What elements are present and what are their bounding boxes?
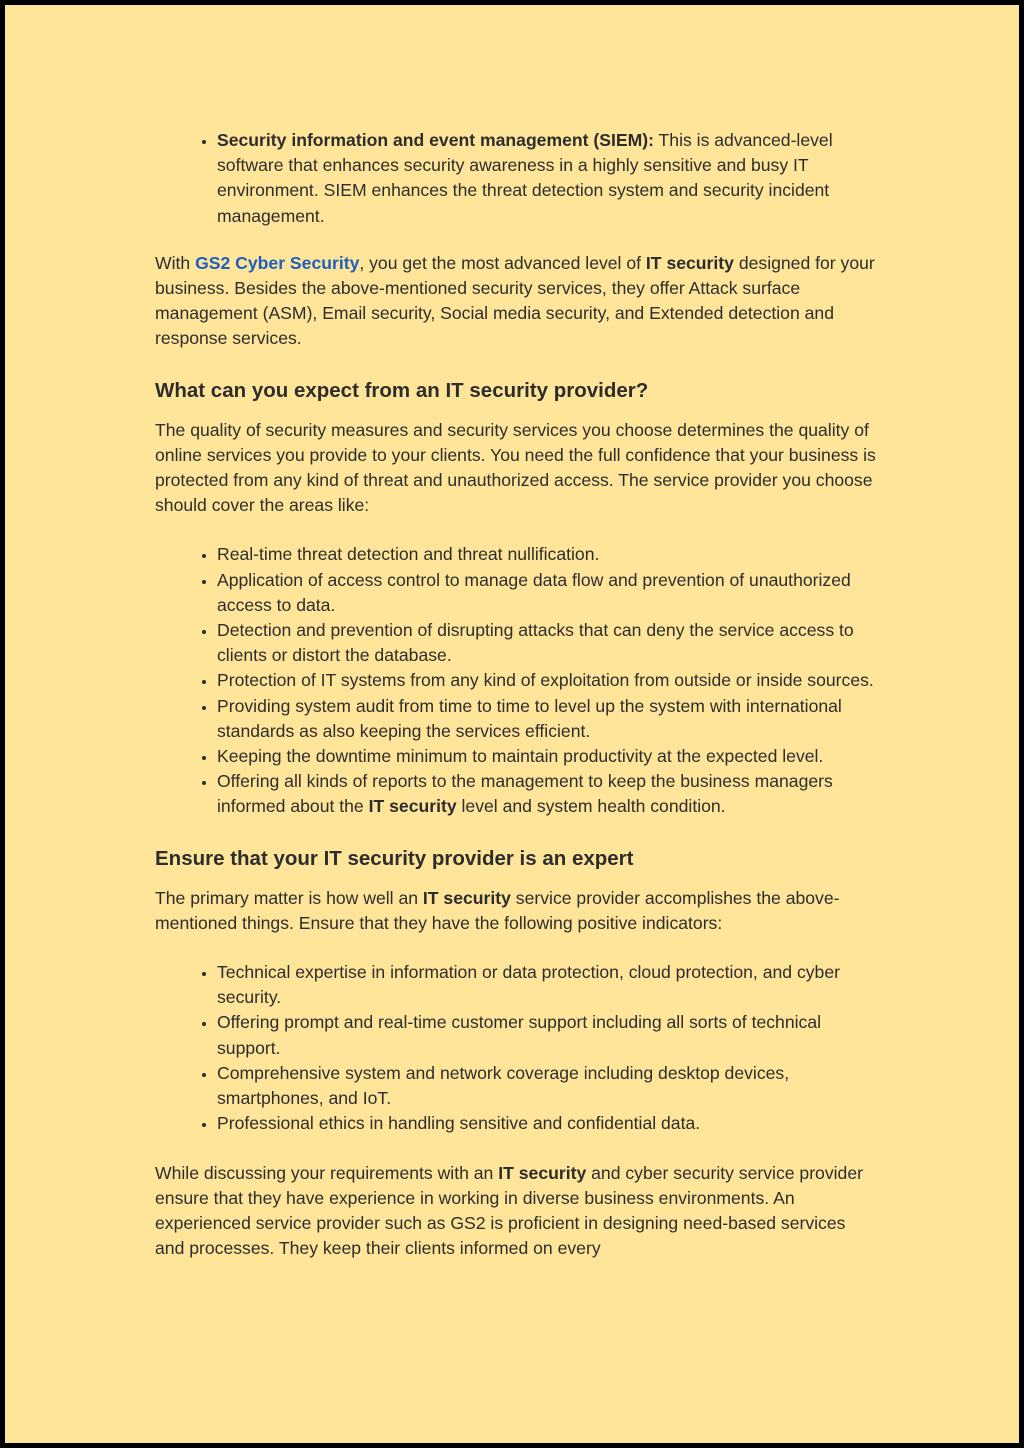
intro-text-3: designed for your business. Besides the above-mentioned security services, they offer Attack surface management (ASM), Email security, Social media security, and Extended detection and response services. (155, 252, 875, 349)
list-item: • Offering prompt and real-time customer support including all sorts of technical support. (217, 1010, 877, 1060)
list-item: • Protection of IT systems from any kind of exploitation from outside or inside sources. (217, 668, 877, 693)
expert-text-2: service provider accomplishes the above-mentioned things. Ensure that they have the following positive indicators: (155, 887, 840, 933)
list-item: • Comprehensive system and network coverage including desktop devices, smartphones, and IoT. (217, 1061, 877, 1111)
list-item (217, 128, 877, 229)
last-item-text-1: Offering all kinds of reports to the management to keep the business managers informed about the (217, 771, 833, 817)
list-item (217, 769, 877, 819)
last-item-bold: IT security (368, 796, 457, 817)
intro-text-1: With (155, 252, 196, 273)
expert-list (155, 960, 877, 1136)
intro-text-2: , you get the most advanced level of (359, 252, 646, 273)
closing-text-1: While discussing your requirements with an (155, 1162, 499, 1183)
expect-paragraph: The quality of security measures and security services you choose determines the quality of online services you provide to your clients. You need the full confidence that your business is protected from any kind of threat and unauthorized access. The service provider you choose should cover the areas like: (155, 419, 876, 516)
list-item: • Detection and prevention of disrupting attacks that can deny the service access to clients or distort the database. (217, 618, 877, 668)
list-item: • Technical expertise in information or data protection, cloud protection, and cyber security. (217, 960, 877, 1010)
heading-expert: Ensure that your IT security provider is an expert (155, 846, 634, 870)
siem-text: This is advanced-level software that enhances security awareness in a highly sensitive and busy IT environment. SIEM enhances the threat detection system and security incident management. (217, 130, 833, 226)
list-item: • Real-time threat detection and threat nullification. (217, 542, 877, 567)
closing-text-2: and cyber security service provider ensure that they have experience in working in diverse business environments. An experienced service provider such as GS2 is proficient in designing need-based services and processes. They keep their clients informed on every (155, 1162, 863, 1259)
document-content (155, 128, 877, 1285)
siem-list (155, 128, 877, 229)
expert-paragraph (155, 886, 877, 936)
intro-bold-it-security: IT security (645, 252, 734, 273)
expert-text-1: The primary matter is how well an (155, 887, 423, 908)
list-item: • Application of access control to manage data flow and prevention of unauthorized access to data. (217, 568, 877, 618)
expect-list (155, 542, 877, 819)
expert-bold: IT security (422, 887, 511, 908)
intro-paragraph (155, 251, 877, 352)
list-item: • Professional ethics in handling sensitive and confidential data. (217, 1111, 877, 1136)
list-item: • Providing system audit from time to time to level up the system with international standards as also keeping the services efficient. (217, 694, 877, 744)
siem-term: Security information and event management (SIEM): (217, 130, 654, 150)
heading-expect: What can you expect from an IT security provider? (155, 378, 649, 402)
last-item-text-2: level and system health condition. (456, 796, 726, 817)
list-item: • Keeping the downtime minimum to maintain productivity at the expected level. (217, 744, 877, 769)
closing-paragraph (155, 1161, 877, 1262)
closing-bold: IT security (498, 1162, 587, 1183)
gs2-cyber-security-link[interactable]: GS2 Cyber Security (195, 252, 360, 273)
